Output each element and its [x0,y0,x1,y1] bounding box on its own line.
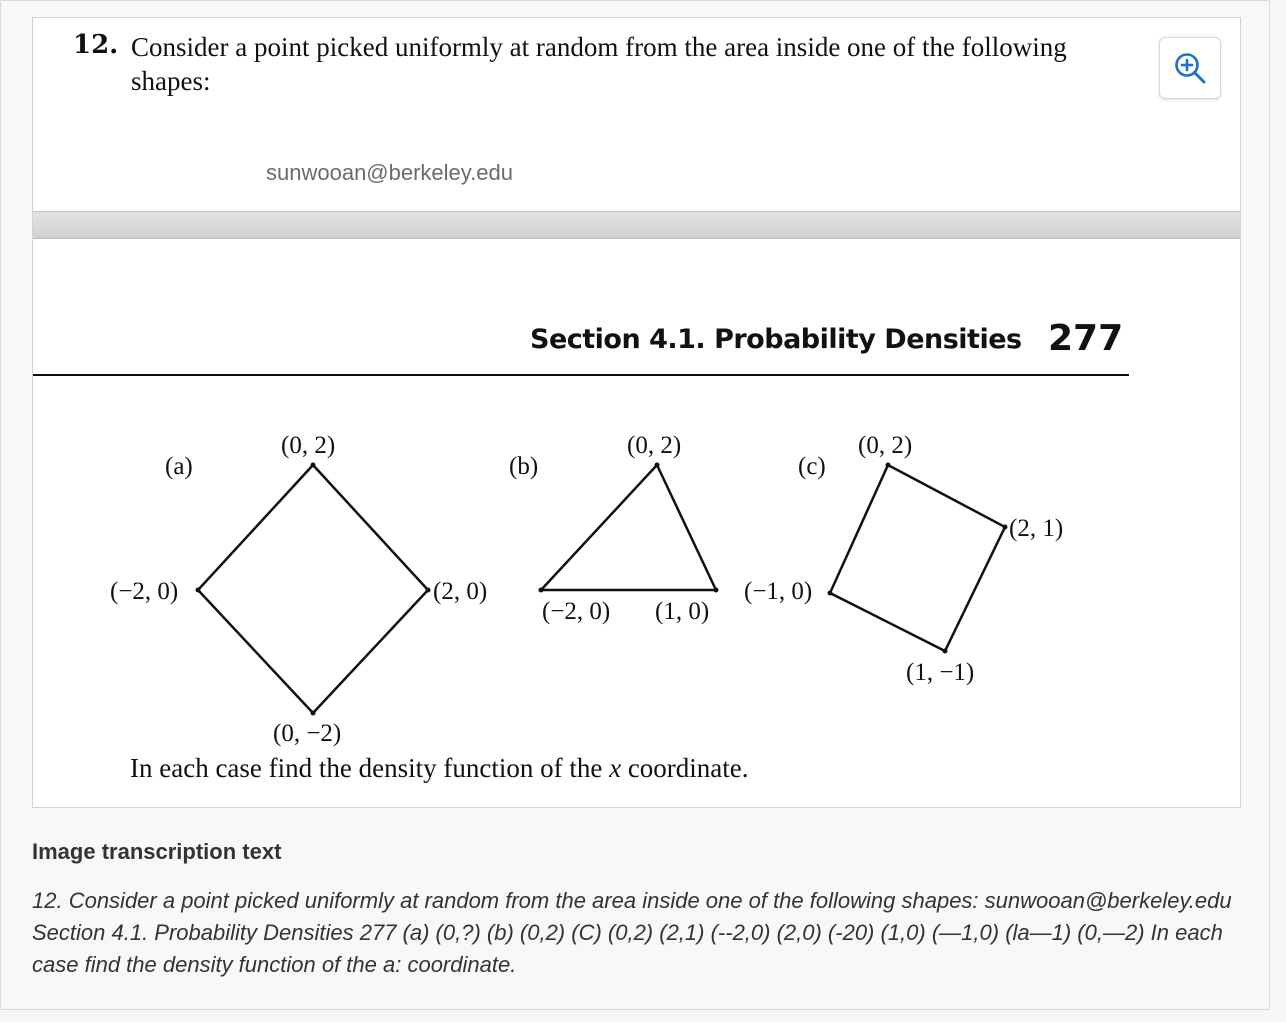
question-number: 12. [73,30,119,60]
figure-b-point-right: (1, 0) [655,598,710,625]
question-image[interactable] [32,17,1241,808]
figure-a-point-top: (0, 2) [281,432,336,459]
transcription-heading: Image transcription text [32,839,282,864]
figure-b [509,432,719,625]
figure-a-point-left: (−2, 0) [110,578,179,605]
figure-b-label: (b) [509,453,539,480]
question-text: Consider a point picked uniformly at random from the area inside one of the following shapes: [131,32,1067,96]
zoom-in-icon [1172,50,1208,86]
figure-c-point-left: (−1, 0) [744,578,813,605]
figure-a-label: (a) [165,453,193,480]
figure-c-point-right: (2, 1) [1009,515,1064,542]
image-divider [33,211,1240,239]
shape-figures [33,418,1240,758]
figure-a-point-right: (2, 0) [433,578,488,605]
question-prompt-variable: x [609,753,622,783]
figure-c-label: (c) [798,453,826,480]
figure-c-point-top: (0, 2) [858,432,913,459]
question-prompt-prefix: In each case find the density function of the [130,753,610,783]
textbook-page-header [33,318,1129,376]
zoom-button[interactable] [1159,37,1221,99]
figure-a [110,432,487,747]
figure-b-point-left: (−2, 0) [542,598,611,625]
question-prompt-suffix: coordinate. [621,753,749,783]
section-title: Section 4.1. Probability Densities [530,324,1022,355]
transcription-text: 12. Consider a point picked uniformly at random from the area inside one of the following shapes: sunwooan@berkeley.edu Section 4.1. Probability Densities 277 (a) (0,?) (b) (0,2) (C) (0,2) (2,1) (--2,0) (2,0) (-20) (1,0) (—1,0) (la—1) (0,—2) In each case find the density function of the a: coordinate. [32,888,1232,977]
question-prompt [130,753,749,784]
watermark-email: sunwooan@berkeley.edu [266,160,513,185]
figure-c-shape [830,465,1005,651]
figure-a-shape [198,465,428,713]
figure-b-shape [541,465,716,590]
figure-a-point-bottom: (0, −2) [273,720,342,747]
figure-c-point-bottom: (1, −1) [906,659,975,686]
page-number: 277 [1048,318,1124,359]
figure-b-point-top: (0, 2) [627,432,682,459]
figure-c [744,432,1063,686]
question-header [33,18,1240,210]
